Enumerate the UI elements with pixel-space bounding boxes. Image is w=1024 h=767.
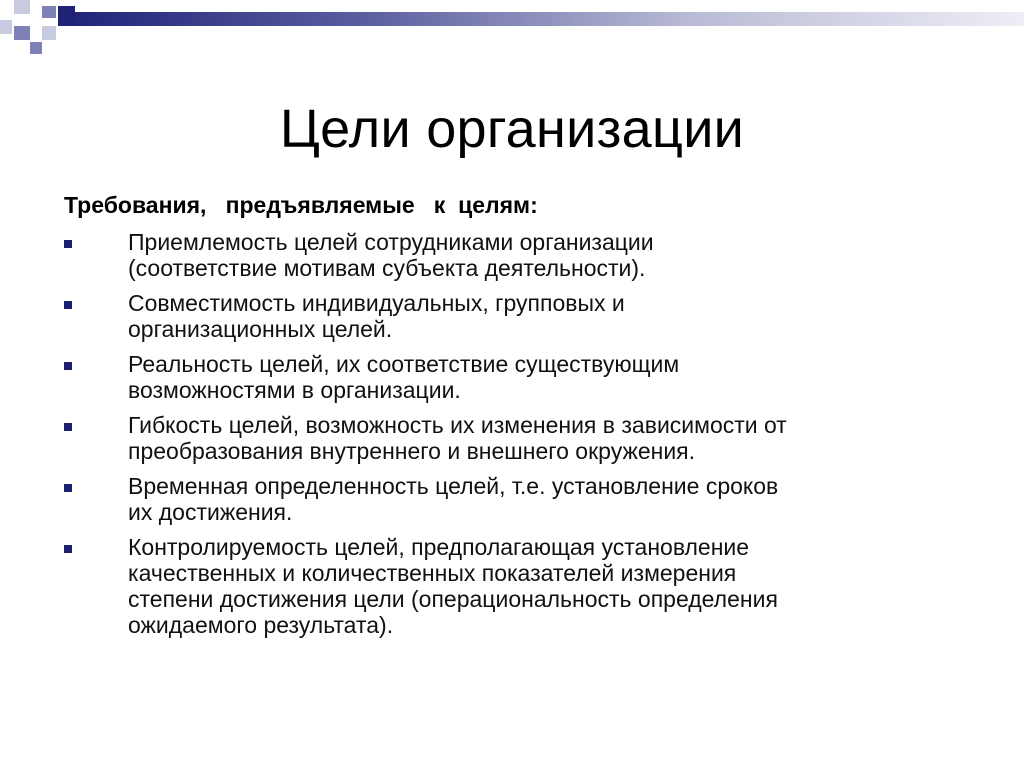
corner-square-decoration [30,42,42,54]
corner-square-decoration [42,6,56,18]
requirements-list [64,229,964,638]
square-bullet-icon [64,240,72,248]
header-gradient-bar [75,12,1024,26]
list-item-text: Временная определенность целей, т.е. установление сроков их достижения. [128,473,779,525]
list-item-text: Приемлемость целей сотрудниками организации (соответствие мотивам субъекта деятельности). [128,229,654,281]
requirements-heading: Требования, предъявляемые к целям: [64,192,538,218]
corner-square-decoration [14,0,30,14]
corner-square-decoration [58,6,75,26]
square-bullet-icon [64,545,72,553]
square-bullet-icon [64,301,72,309]
square-bullet-icon [64,362,72,370]
list-item [64,412,964,464]
corner-square-decoration [42,26,56,40]
list-item-text: Контролируемость целей, предполагающая установление качественных и количественных показателей измерения степени достижения цели (операциональность определения ожидаемого результата). [128,534,778,638]
list-item [64,473,964,525]
list-item-text: Совместимость индивидуальных, групповых и организационных целей. [128,290,625,342]
corner-square-decoration [14,26,30,40]
list-item [64,229,964,281]
list-item-text: Гибкость целей, возможность их изменения в зависимости от преобразования внутреннего и внешнего окружения. [128,412,787,464]
slide-body [64,192,964,647]
square-bullet-icon [64,423,72,431]
square-bullet-icon [64,484,72,492]
slide-title: Цели организации [279,99,745,160]
list-item [64,534,964,638]
corner-square-decoration [0,20,12,34]
list-item [64,290,964,342]
list-item-text: Реальность целей, их соответствие существующим возможностями в организации. [128,351,680,403]
list-item [64,351,964,403]
